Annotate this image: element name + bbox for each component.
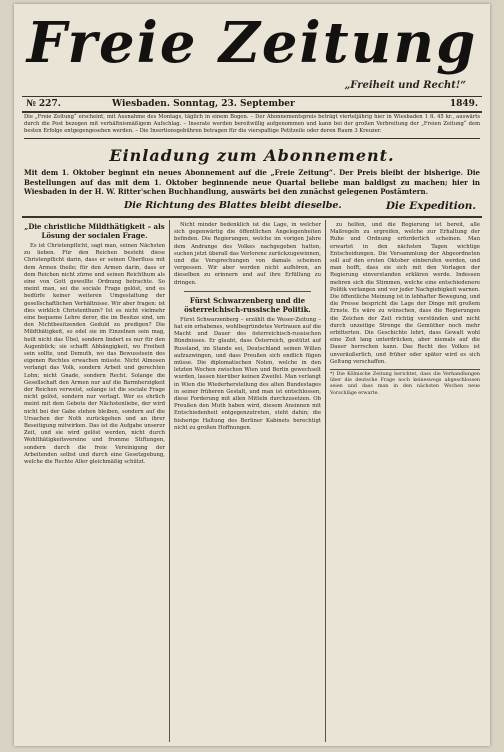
newspaper-page	[14, 4, 490, 746]
article-heading: Fürst Schwarzenberg und die österreichisch-russische Politik.	[184, 295, 311, 314]
article-paragraph: Fürst Schwarzenberg – erzählt die Weser-Zeitung – hat ein erhabenes, wohlbegründetes Vertrauen auf die Macht und Dauer des österreichisch-russischen Bündnisses. Er glaubt, dass Österreich, gestützt auf Russland, im Stande sei, Deutschland seinen Willen aufzuzwingen, und dass Preußen sich endlich fügen müsse. Die diplomatischen Noten, welche in den letzten Wochen zwischen Wien und Berlin gewechselt wurden, lassen hierüber keinen Zweifel. Man verlangt in Wien die Wiederherstellung des alten Bundestages in seiner früheren Gestalt, und man ist entschlossen, diese Forderung mit allen Mitteln durchzusetzen. Ob Preußen den Muth haben wird, diesem Ansinnen mit Entschiedenheit entgegenzutreten, steht dahin; die bisherige Haltung des Berliner Kabinets berechtigt nicht zu großen Hoffnungen.	[174, 316, 321, 431]
masthead-motto: „Freiheit und Recht!“	[344, 80, 466, 91]
article-paragraph: Nicht minder bedenklich ist die Lage, in welcher sich gegenwärtig die öffentlichen Angelegenheiten befinden. Die Regierungen, welche im vorigen Jahre dem Andrange des Volkes nachgegeben hatten, suchen jetzt überall das Verlorene zurückzugewinnen, und die Versprechungen von damals scheinen vergessen. Wir aber werden nicht aufhören, an dieselben zu erinnern und auf ihre Erfüllung zu dringen.	[174, 222, 321, 286]
column-divider	[325, 220, 326, 742]
issue-year: 1849.	[449, 99, 478, 109]
article-column-1	[24, 222, 165, 740]
article-separator	[184, 291, 311, 292]
publication-notice: Die „Freie Zeitung“ erscheint, mit Ausnahme des Montags, täglich in einem Bogen. – Der Abonnementspreis beträgt vierteljährig hier in Wiesbaden 1 fl. 45 kr., auswärts durch die Post bezogen mit verhältnismäßigem Aufschlag. – Inserate werden bereitwillig aufgenommen und kann bei der großen Verbreitung der „Freien Zeitung“ dem besten Erfolge entgegengesehen werden. – Die Insertionsgebühren betragen für die vierspaltige Petitzeile oder deren Raum 3 Kreuzer.	[24, 114, 480, 139]
issue-number: № 227.	[26, 99, 61, 109]
article-paragraph: Es ist Christenpflicht, sagt man, seinen Nächsten zu lieben. Für den Reichen besteht diese Christenpflicht darin, dass er seinen Überfluss mit dem Armen theile; für den Armen darin, dass er dem Reichen nicht zürne und seinen Reichthum als eine von Gott gewollte Ordnung betrachte. So meint man, sei die sociale Frage gelöst, und es bedürfe keiner weiteren Umgestaltung der gesellschaftlichen Verhältnisse. Wir aber fragen: ist dies wirklich Christenthum? Ist es nicht vielmehr eine bequeme Lehre derer, die im Besitze sind, um den Nichtbesitzenden Geduld zu predigen? Die Mildthätigkeit, so edel sie im Einzelnen sein mag, heilt nicht das Übel, sondern lindert es nur für den Augenblick; sie schafft Abhängigkeit, wo Freiheit sein sollte, und Demuth, wo das Bewusstsein des eigenen Rechtes erwachen müsste. Nicht Almosen verlangt das Volk, sondern Arbeit und gerechten Lohn; nicht Gnade, sondern Recht. Solange die Gesellschaft den Armen nur auf die Barmherzigkeit der Reichen verweist, solange ist die sociale Frage nicht gelöst, sondern nur vertagt. Wer es ehrlich meint mit dem Gebote der Nächstenliebe, der wird nicht bei der Gabe stehen bleiben, sondern auf die Ursachen der Noth zurückgehen und an ihrer Beseitigung mitwirken. Das ist die Aufgabe unserer Zeit, und sie wird gelöst werden, nicht durch Wohlthätigkeitsvereine und fromme Stiftungen, sondern durch die freie Vereinigung der Arbeitenden selbst und durch eine Gesetzgebung, welche die Rechte Aller gleichmäßig schützt.	[24, 243, 165, 466]
column-divider	[169, 220, 170, 742]
article-heading: „Die christliche Mildthätigkeit – als Lösung der socialen Frage.	[24, 222, 165, 240]
article-column-2	[174, 222, 321, 740]
masthead-title: Freie Zeitung	[26, 10, 478, 76]
article-column-3	[330, 222, 480, 740]
tendency-note: Die Richtung des Blattes bleibt dieselbe.	[124, 200, 342, 211]
subscription-text: Mit dem 1. Oktober beginnt ein neues Abonnement auf die „Freie Zeitung“. Der Preis bleibt der bisherige. Die Bestellungen auf das mit dem 1. Oktober beginnende neue Quartal beliebe man baldigst zu machen; hier in Wiesbaden in der H. W. Ritter'schen Buchhandlung, auswärts bei den zunächst gelegenen Postämtern.	[24, 168, 480, 196]
dateline	[22, 96, 482, 113]
expedition-signature: Die Expedition.	[385, 200, 476, 212]
subscription-heading: Einladung zum Abonnement.	[109, 146, 395, 165]
footnote: *) Die Kölnische Zeitung berichtet, dass die Verhandlungen über die deutsche Frage noch keineswegs abgeschlossen seien und dass man in den nächsten Wochen neue Vorschläge erwarte.	[330, 369, 480, 397]
place-date: Wiesbaden. Sonntag, 23. September	[112, 99, 295, 109]
article-paragraph: zu helfen, und die Regierung ist bereit, alle Maßregeln zu ergreifen, welche zur Erhaltung der Ruhe und Ordnung erforderlich scheinen. Man erwartet in den nächsten Tagen wichtige Entscheidungen. Die Versammlung der Abgeordneten soll auf den ersten Oktober einberufen werden, und man hofft, dass sie sich mit den Vorlagen der Regierung einverstanden erklären werde. Indessen mehren sich die Stimmen, welche eine entschiedenere Politik verlangen und vor jeder Nachgiebigkeit warnen. Die öffentliche Meinung ist in lebhafter Bewegung, und die Presse bespricht die Lage der Dinge mit großem Ernste. Es wäre zu wünschen, dass die Regierungen die Zeichen der Zeit richtig verstünden und nicht durch unzeitige Strenge die Gemüther noch mehr erbitterten. Die Geschichte lehrt, dass Gewalt wohl eine Zeit lang unterdrücken, aber niemals auf die Dauer herrschen kann. Das Recht des Volkes ist unveräußerlich, und früher oder später wird es sich Geltung verschaffen.	[330, 222, 480, 365]
section-divider	[22, 216, 482, 218]
